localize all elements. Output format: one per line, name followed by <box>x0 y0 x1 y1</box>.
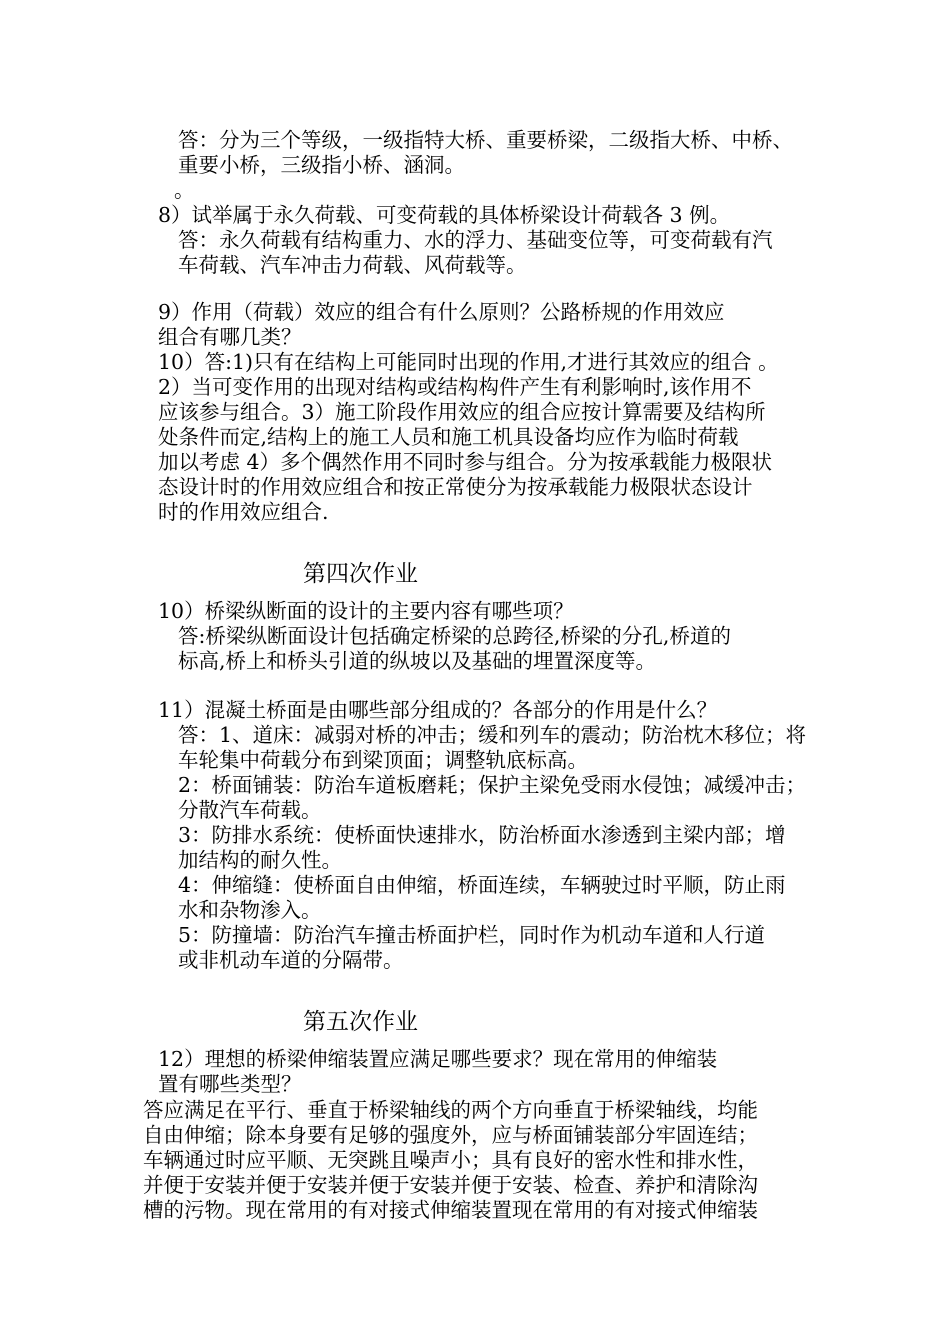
q11-answer-line: 水和杂物渗入。 <box>178 898 322 922</box>
q11-answer-line: 5：防撞墙：防治汽车撞击桥面护栏，同时作为机动车道和人行道 <box>178 923 766 947</box>
q12-answer-line: 自由伸缩；除本身要有足够的强度外，应与桥面铺装部分牢固连结； <box>143 1123 758 1147</box>
q8-question: 8）试举属于永久荷载、可变荷载的具体桥梁设计荷载各 3 例。 <box>158 203 731 227</box>
q11-answer-line: 4：伸缩缝：使桥面自由伸缩，桥面连续，车辆驶过时平顺，防止雨 <box>178 873 786 897</box>
q12-question-line: 置有哪些类型？ <box>158 1072 302 1096</box>
q9-answer-line: 2）当可变作用的出现对结构或结构构件产生有利影响时,该作用不 <box>158 375 752 399</box>
q8-answer-line: 答：永久荷载有结构重力、水的浮力、基础变位等，可变荷载有汽 <box>178 228 773 252</box>
q12-answer-line: 槽的污物。现在常用的有对接式伸缩装置现在常用的有对接式伸缩装 <box>143 1198 758 1222</box>
q7-answer-line: 。 <box>174 178 195 202</box>
q11-answer-line: 答：1、道床：减弱对桥的冲击；缓和列车的震动；防治枕木移位；将 <box>178 723 807 747</box>
q9-answer-line: 时的作用效应组合. <box>158 500 329 524</box>
q9-question-line: 组合有哪几类？ <box>158 325 302 349</box>
q9-answer-line: 加以考虑 4）多个偶然作用不同时参与组合。分为按承载能力极限状 <box>158 450 773 474</box>
q11-answer-line: 车轮集中荷载分布到梁顶面；调整轨底标高。 <box>178 748 588 772</box>
q10-answer-line: 标高,桥上和桥头引道的纵坡以及基础的埋置深度等。 <box>178 649 657 673</box>
q8-answer-line: 车荷载、汽车冲击力荷载、风荷载等。 <box>178 253 527 277</box>
q9-answer-line: 处条件而定,结构上的施工人员和施工机具设备均应作为临时荷载 <box>158 425 739 449</box>
q11-answer-line: 加结构的耐久性。 <box>178 848 342 872</box>
q9-answer-line: 应该参与组合。3）施工阶段作用效应的组合应按计算需要及结构所 <box>158 400 766 424</box>
q7-answer-line: 答：分为三个等级，一级指特大桥、重要桥梁，二级指大桥、中桥、 <box>178 128 793 152</box>
q11-answer-line: 分散汽车荷载。 <box>178 798 322 822</box>
section-heading-5: 第五次作业 <box>303 1009 418 1035</box>
q12-answer-line: 车辆通过时应平顺、无突跳且噪声小；具有良好的密水性和排水性， <box>143 1148 758 1172</box>
q12-answer-line: 答应满足在平行、垂直于桥梁轴线的两个方向垂直于桥梁轴线，均能 <box>143 1098 758 1122</box>
q9-question-line: 9）作用（荷载）效应的组合有什么原则？公路桥规的作用效应 <box>158 300 725 324</box>
q9-answer-line: 10）答:1)只有在结构上可能同时出现的作用,才进行其效应的组合 。 <box>158 350 779 374</box>
q11-answer-line: 3：防排水系统：使桥面快速排水，防治桥面水渗透到主梁内部；增 <box>178 823 786 847</box>
q10-question: 10）桥梁纵断面的设计的主要内容有哪些项？ <box>158 599 574 623</box>
q9-answer-line: 态设计时的作用效应组合和按正常使分为按承载能力极限状态设计 <box>158 475 753 499</box>
q10-answer-line: 答:桥梁纵断面设计包括确定桥梁的总跨径,桥梁的分孔,桥道的 <box>178 624 731 648</box>
q12-question-line: 12）理想的桥梁伸缩装置应满足哪些要求？现在常用的伸缩装 <box>158 1047 718 1071</box>
q11-answer-line: 2：桥面铺装：防治车道板磨耗；保护主梁免受雨水侵蚀；减缓冲击； <box>178 773 807 797</box>
section-heading-4: 第四次作业 <box>303 561 418 587</box>
q11-answer-line: 或非机动车道的分隔带。 <box>178 948 404 972</box>
q12-answer-line: 并便于安装并便于安装并便于安装并便于安装、检查、养护和清除沟 <box>143 1173 758 1197</box>
q7-answer-line: 重要小桥，三级指小桥、涵洞。 <box>178 153 465 177</box>
q11-question: 11）混凝土桥面是由哪些部分组成的？各部分的作用是什么？ <box>158 698 718 722</box>
